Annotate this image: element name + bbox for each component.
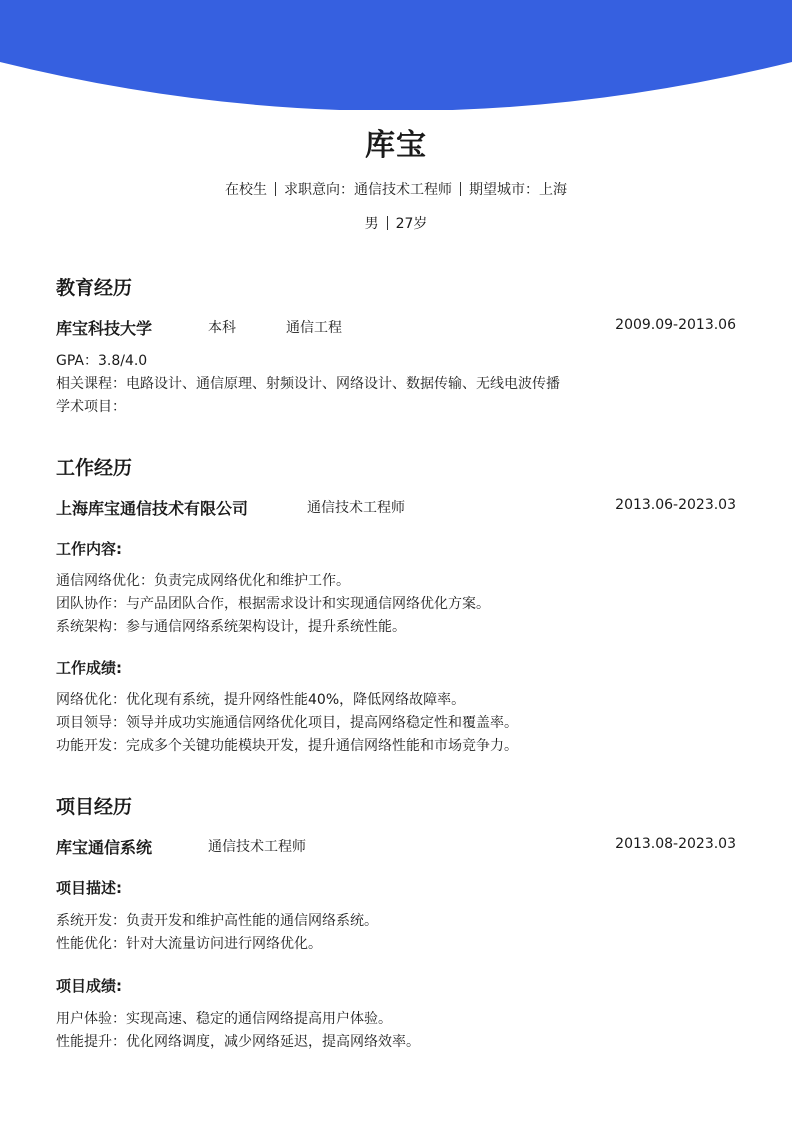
project-desc-list bbox=[56, 910, 736, 956]
gender-text: 男 bbox=[364, 216, 379, 232]
education-details bbox=[56, 350, 736, 419]
project-row bbox=[56, 835, 736, 857]
list-item: 网络优化：优化现有系统，提升网络性能40%，降低网络故障率。 bbox=[56, 692, 466, 708]
academic-projects-line: 学术项目： bbox=[56, 399, 126, 415]
list-item: 项目领导：领导并成功实施通信网络优化项目，提高网络稳定性和覆盖率。 bbox=[56, 715, 518, 731]
degree: 本科 bbox=[208, 320, 236, 336]
profile-info-line bbox=[0, 179, 792, 199]
project-results-title: 项目成绩: bbox=[56, 977, 122, 995]
profile-basic-line bbox=[0, 213, 792, 233]
courses-line: 相关课程：电路设计、通信原理、射频设计、网络设计、数据传输、无线电波传播 bbox=[56, 376, 560, 392]
candidate-name: 库宝 bbox=[365, 128, 427, 163]
city-text: 期望城市：上海 bbox=[469, 182, 567, 198]
work-results-title: 工作成绩: bbox=[56, 659, 122, 677]
status-text: 在校生 bbox=[225, 182, 267, 198]
school-name: 库宝科技大学 bbox=[56, 319, 153, 338]
work-results-list bbox=[56, 689, 736, 758]
gpa-line: GPA：3.8/4.0 bbox=[56, 353, 148, 369]
list-item: 性能优化：针对大流量访问进行网络优化。 bbox=[56, 936, 322, 952]
list-item: 功能开发：完成多个关键功能模块开发，提升通信网络性能和市场竞争力。 bbox=[56, 738, 518, 754]
education-row bbox=[56, 316, 736, 338]
project-name: 库宝通信系统 bbox=[56, 838, 153, 857]
job-intent-text: 求职意向：通信技术工程师 bbox=[284, 182, 452, 198]
divider bbox=[275, 182, 276, 196]
list-item: 系统开发：负责开发和维护高性能的通信网络系统。 bbox=[56, 913, 378, 929]
divider bbox=[460, 182, 461, 196]
divider bbox=[387, 216, 388, 230]
project-section-title: 项目经历 bbox=[56, 796, 133, 818]
list-item: 通信网络优化：负责完成网络优化和维护工作。 bbox=[56, 573, 350, 589]
work-section-title: 工作经历 bbox=[56, 457, 133, 479]
list-item: 团队协作：与产品团队合作，根据需求设计和实现通信网络优化方案。 bbox=[56, 596, 490, 612]
education-section-title: 教育经历 bbox=[56, 277, 133, 299]
list-item: 性能提升：优化网络调度，减少网络延迟，提高网络效率。 bbox=[56, 1034, 420, 1050]
work-dates: 2013.06-2023.03 bbox=[615, 497, 736, 513]
project-role: 通信技术工程师 bbox=[208, 839, 306, 855]
work-content-title: 工作内容: bbox=[56, 540, 122, 558]
work-row bbox=[56, 496, 736, 518]
major: 通信工程 bbox=[286, 320, 342, 336]
list-item: 用户体验：实现高速、稳定的通信网络提高用户体验。 bbox=[56, 1011, 392, 1027]
project-results-list bbox=[56, 1008, 736, 1054]
project-dates: 2013.08-2023.03 bbox=[615, 836, 736, 852]
project-desc-title: 项目描述: bbox=[56, 879, 122, 897]
work-content-list bbox=[56, 570, 736, 639]
list-item: 系统架构：参与通信网络系统架构设计，提升系统性能。 bbox=[56, 619, 406, 635]
company-name: 上海库宝通信技术有限公司 bbox=[56, 499, 249, 518]
work-role: 通信技术工程师 bbox=[307, 500, 405, 516]
education-dates: 2009.09-2013.06 bbox=[615, 317, 736, 333]
header-wave-banner bbox=[0, 0, 792, 110]
age-text: 27岁 bbox=[395, 216, 428, 232]
